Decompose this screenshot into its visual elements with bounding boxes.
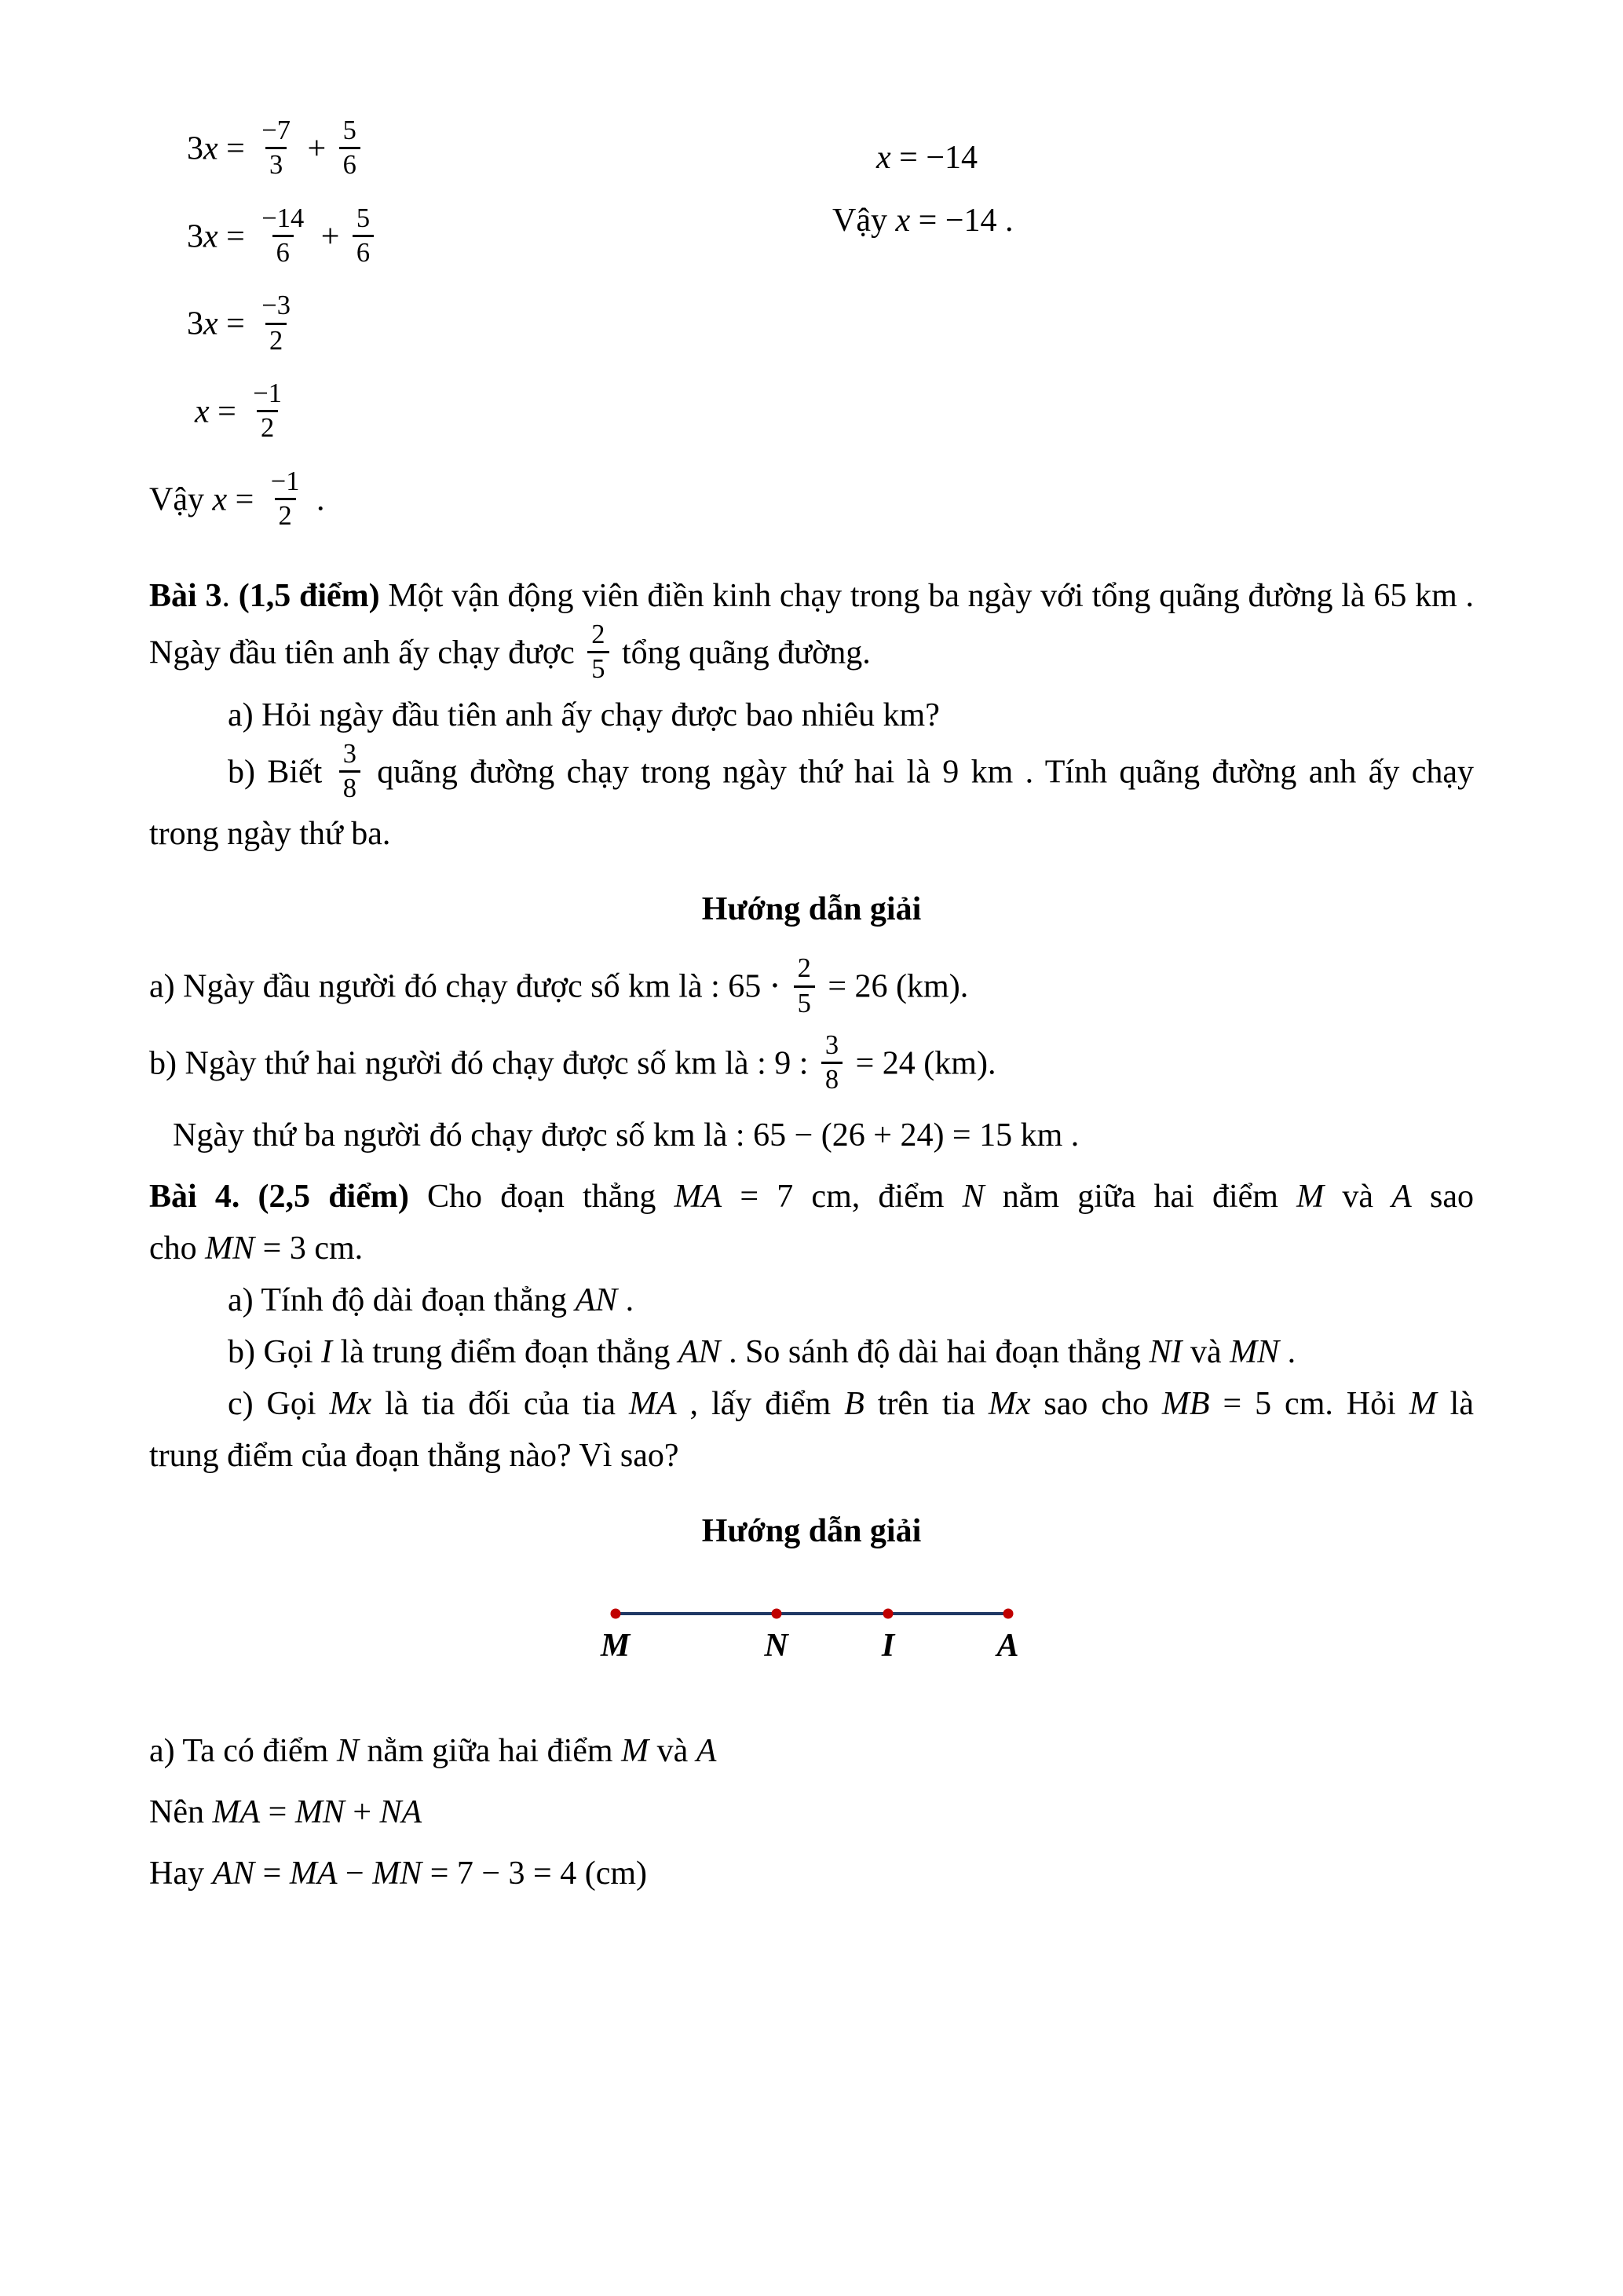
math-variable: x [212,481,228,517]
math-variable: MB [1161,1385,1210,1422]
text-run: Vậy [832,203,896,239]
text-run: và [1182,1333,1230,1370]
text-run: = [217,130,254,167]
bold-text-run: Bài 3 [149,578,222,615]
fraction-numerator: 3 [342,738,356,769]
text-run: = [217,218,254,255]
text-run: = −14 [890,140,978,176]
text-line [149,1030,1474,1100]
huong-dan-giai-2: Hướng dẫn giải [701,1512,922,1549]
math-variable: NA [379,1793,422,1830]
point-dot-I [883,1608,894,1618]
bai-3-statement [149,570,1474,860]
text-line [149,1378,1474,1430]
segment-diagram-canvas [600,1595,1019,1691]
text-run: = [254,1855,290,1892]
text-run: trong ngày thứ ba. [149,816,391,853]
text-run: sao [1411,1178,1474,1215]
fraction [258,115,294,182]
fraction-denominator: 2 [265,323,287,357]
text-run: trung điểm của đoạn thẳng nào? Vì sao? [149,1437,679,1474]
math-variable: MN [1230,1333,1280,1370]
text-run: c) Gọi [228,1385,330,1422]
math-variable: I [321,1333,332,1370]
text-run: = 7 cm, điểm [722,1178,963,1215]
text-line [149,1786,1474,1838]
math-variable: AN [212,1855,255,1892]
math-variable: N [962,1178,985,1215]
point-dot-M [610,1608,620,1618]
text-run: là [1436,1385,1474,1422]
math-variable: B [844,1385,865,1422]
text-line [149,738,1474,809]
text-run: sao cho [1030,1385,1162,1422]
text-run: . [221,578,239,615]
fraction [353,203,374,270]
text-run: b) Gọi [228,1333,321,1370]
fraction-numerator: 3 [824,1030,839,1060]
text-run: Hay [149,1855,213,1892]
fraction [258,290,294,357]
text-run: tổng quãng đường. [613,634,871,671]
text-line [149,808,1474,860]
fraction-numerator: 2 [797,953,811,984]
bai-3-solution [149,953,1474,1161]
text-line [149,1110,1474,1161]
text-run: cho [149,1230,206,1267]
math-variable: M [1296,1178,1325,1215]
text-run: a) Tính độ dài đoạn thẳng [228,1281,576,1318]
text-line [149,570,1474,622]
fraction [339,115,360,182]
fraction-denominator: 5 [794,985,815,1020]
point-label-M: M [600,1627,631,1664]
fraction [821,1029,843,1097]
point-label-I: I [881,1627,895,1664]
text-run: là tia đối của tia [371,1385,629,1422]
text-run: và [1324,1178,1392,1215]
segment-diagram [149,1595,1474,1691]
text-run: . So sánh độ dài hai đoạn thẳng [720,1333,1150,1370]
math-variable: MA [674,1178,722,1215]
text-run: nằm giữa hai điểm [984,1178,1297,1215]
text-run: = 3 cm. [254,1230,364,1267]
text-line [149,1430,1474,1482]
text-run: Cho đoạn thẳng [408,1178,674,1215]
text-run: = [217,305,254,342]
math-variable: Mx [988,1385,1031,1422]
text-run: 3 [187,218,203,255]
document-body [149,570,1474,1899]
math-variable: MA [289,1855,338,1892]
text-run: Ngày thứ ba người đó chạy được số km là : 65 − (26 + 24) = 15 km . [173,1117,1080,1153]
text-run: = 7 − 3 = 4 (cm) [422,1855,648,1892]
fraction-numerator: −14 [261,203,305,233]
text-run: − [337,1855,373,1892]
fraction [587,619,609,686]
text-line [149,689,1474,741]
text-run: = −14 . [910,203,1014,239]
math-variable: x [895,203,911,239]
text-line [149,1725,1474,1777]
fraction [258,203,308,270]
fraction-denominator: 6 [353,235,374,269]
text-run: + [344,1793,380,1830]
math-variable: MN [294,1793,345,1830]
text-run: . [308,481,325,517]
text-run: là trung điểm đoạn thẳng [332,1333,678,1370]
fraction-numerator: −1 [270,466,300,496]
text-run: trên tia [864,1385,989,1422]
text-line [832,195,1014,247]
text-line [149,293,1474,360]
math-variable: MA [628,1385,677,1422]
point-label-A: A [996,1627,1019,1664]
equation-column-right [832,132,1014,258]
text-run: b) Ngày thứ hai người đó chạy được số km là : 9 : [149,1045,817,1082]
point-label-N: N [764,1627,788,1664]
fraction-denominator: 2 [275,498,296,532]
text-run: quãng đường chạy trong ngày thứ hai là 9 km . Tính quãng đường anh ấy chạy [364,754,1474,791]
bai-4-statement [149,1171,1474,1482]
text-run: = 26 (km). [819,968,969,1005]
text-run: nằm giữa hai điểm [358,1732,622,1769]
text-line [149,1848,1474,1899]
bold-text-run: (1,5 điểm) [238,578,380,615]
point-dot-A [1003,1608,1013,1618]
math-variable: MN [372,1855,422,1892]
math-variable: AN [575,1281,618,1318]
fraction [267,466,304,533]
text-run: . [1279,1333,1296,1370]
fraction-numerator: −1 [253,378,282,408]
fraction-denominator: 6 [272,235,294,269]
text-line [149,378,1474,448]
huong-dan-giai-1: Hướng dẫn giải [701,891,922,928]
fraction [249,378,286,445]
fraction-numerator: 2 [591,620,605,650]
text-run: . [617,1281,634,1318]
text-run: + [298,130,334,167]
fraction-denominator: 6 [339,147,360,181]
bold-text-run: Bài 4. (2,5 điểm) [149,1178,409,1215]
text-run: a) Ta có điểm [149,1732,337,1769]
fraction-numerator: 5 [342,115,356,145]
fraction-denominator: 5 [587,651,609,686]
math-variable: M [621,1732,649,1769]
text-line [149,622,1474,689]
text-line [149,1171,1474,1223]
math-variable: A [1391,1178,1412,1215]
text-run: , lấy điểm [676,1385,845,1422]
text-run: a) Hỏi ngày đầu tiên anh ấy chạy được bao nhiêu km? [228,696,940,733]
math-variable: AN [678,1333,721,1370]
text-run: 3 [187,305,203,342]
text-line [149,953,1474,1023]
text-line [149,203,1474,273]
math-variable: NI [1149,1333,1183,1370]
text-line [149,1274,1474,1326]
text-run: = [227,481,262,517]
fraction [794,952,815,1020]
point-dot-N [771,1608,781,1618]
fraction-numerator: −3 [261,291,291,321]
text-run: và [649,1732,696,1769]
math-variable: x [876,140,891,176]
fraction-denominator: 8 [821,1062,843,1096]
bai-4-solution [149,1725,1474,1899]
text-run: b) Biết [228,754,334,791]
fraction-denominator: 8 [339,770,360,805]
math-variable: M [1409,1385,1437,1422]
math-variable: Mx [329,1385,372,1422]
fraction [339,738,360,806]
text-run: Vậy [149,481,213,517]
text-line [149,1223,1474,1274]
text-line [832,132,1014,184]
fraction-numerator: −7 [261,115,291,145]
math-variable: MA [212,1793,261,1830]
text-run: 3 [187,130,203,167]
fraction-denominator: 2 [257,410,278,444]
text-line [149,115,1474,185]
math-variable: x [195,393,210,430]
equation-columns [149,115,1474,536]
text-run: = [209,393,245,430]
text-line [149,1326,1474,1378]
equation-column-left [149,115,1474,536]
math-variable: x [203,305,218,342]
math-variable: x [203,218,218,255]
text-line [149,466,1474,536]
text-run: Nên [149,1793,213,1830]
text-run: = 24 (km). [847,1045,996,1082]
math-variable: N [336,1732,359,1769]
text-run: = [260,1793,295,1830]
math-variable: A [696,1732,717,1769]
math-variable: x [203,130,218,167]
fraction-numerator: 5 [356,203,371,233]
text-run: Một vận động viên điền kinh chạy trong ba ngày với tổng quãng đường là 65 km . [379,578,1475,615]
text-run: + [313,218,348,255]
math-variable: MN [205,1230,255,1267]
text-run: = 5 cm. Hỏi [1209,1385,1409,1422]
text-run: Ngày đầu tiên anh ấy chạy được [149,634,583,671]
segment-line [616,1612,1008,1615]
fraction-denominator: 3 [265,147,287,181]
text-run: a) Ngày đầu người đó chạy được số km là : 65 ⋅ [149,968,789,1005]
